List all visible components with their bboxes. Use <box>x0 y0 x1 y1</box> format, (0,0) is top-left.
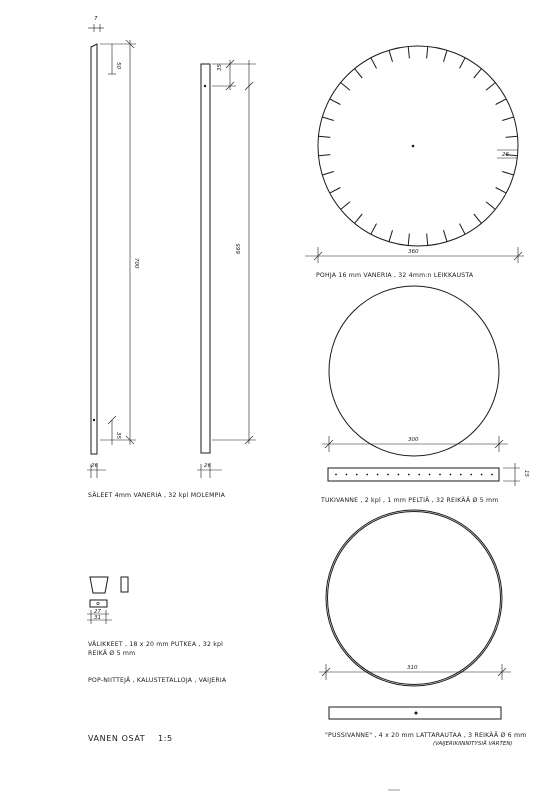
strip-hole <box>398 474 400 476</box>
base-disc-slot <box>486 202 495 210</box>
support-ring <box>320 286 529 504</box>
base-disc-slot-dim: 26 <box>502 152 509 158</box>
base-disc-slot <box>371 224 377 235</box>
strip-hole <box>481 474 483 476</box>
strip-hole <box>450 474 452 476</box>
base-disc-slot <box>502 172 514 176</box>
base-disc-slot <box>496 188 507 194</box>
base-disc-slot <box>506 136 518 137</box>
pressure-ring <box>319 510 526 747</box>
strip-hole <box>335 474 337 476</box>
pressure-ring-inner <box>328 512 501 685</box>
base-disc-center <box>412 145 415 148</box>
spacer-dim-b: 31 <box>94 615 101 621</box>
right-slat <box>197 60 256 478</box>
base-disc-slot <box>496 99 507 105</box>
base-disc-slot <box>427 234 428 246</box>
spacer-dim-a: 27 <box>94 609 101 615</box>
slats-caption: SÄLEET 4mm VANERIA , 32 kpl MOLEMPIA <box>88 492 226 499</box>
strip-hole <box>491 474 493 476</box>
strip-hole <box>429 474 431 476</box>
strip-hole <box>356 474 358 476</box>
strip-hole <box>408 474 410 476</box>
pressure-ring-note: (VAIJERIKIINNITYSIÄ VARTEN) <box>433 741 513 747</box>
strip-hole <box>460 474 462 476</box>
base-disc-slot <box>427 47 428 59</box>
right-slat-hole <box>204 85 206 87</box>
base-disc-slot <box>389 230 393 242</box>
spacer-tube-end <box>121 577 128 592</box>
drawing-title: VANEN OSAT <box>88 734 146 743</box>
spacers <box>87 577 227 684</box>
base-disc-slot <box>408 47 409 59</box>
support-ring-side-dim: 15 <box>523 470 529 477</box>
base-disc-slot <box>460 58 466 69</box>
spacers-caption-line1: VÄLIKKEET , 18 x 20 mm PUTKEA , 32 kpl <box>88 641 224 648</box>
base-disc-slot <box>322 172 334 176</box>
base-disc-slot <box>474 69 482 78</box>
left-slat-width: 26 <box>91 463 98 469</box>
base-disc-slot <box>341 202 350 210</box>
left-slat-hole <box>93 419 95 421</box>
left-slat-bottom-offset: 35 <box>115 432 121 439</box>
base-disc-slot <box>319 136 331 137</box>
base-disc-slot <box>355 214 363 223</box>
base-disc-slot <box>444 230 448 242</box>
base-disc-slot <box>444 50 448 62</box>
strip-hole <box>387 474 389 476</box>
base-disc-diameter: 360 <box>408 249 419 255</box>
base-disc-slot <box>502 117 514 121</box>
base-disc-slot <box>322 117 334 121</box>
base-disc-caption: POHJA 16 mm VANERIA , 32 4mm:n LEIKKAUSTA <box>316 272 474 279</box>
spacers-caption-line2: REIKÄ Ø 5 mm <box>88 650 136 657</box>
base-disc-slot <box>330 188 341 194</box>
left-slat-outline <box>91 44 97 454</box>
support-ring-diameter: 300 <box>408 437 419 443</box>
spacer-tube-side <box>90 577 108 593</box>
strip-hole <box>418 474 420 476</box>
base-disc-slot <box>408 234 409 246</box>
base-disc-slot <box>371 58 377 69</box>
left-slat-length: 700 <box>133 258 139 269</box>
base-disc-slot <box>355 69 363 78</box>
support-ring-outline <box>329 286 499 456</box>
right-slat-width: 26 <box>204 463 211 469</box>
right-slat-outline <box>201 64 210 453</box>
support-ring-strip-holes <box>335 474 493 476</box>
drawing-scale: 1:5 <box>158 734 173 743</box>
pressure-ring-caption: "PUSSIVANNE" , 4 x 20 mm LATTARAUTAA , 3 REIKÄÄ Ø 6 mm <box>325 732 527 739</box>
right-slat-length: 665 <box>236 243 242 254</box>
pressure-ring-diameter: 310 <box>407 665 418 671</box>
hardware-caption: POP-NIITTEJÄ , KALUSTETALLOJA , VAIJERIA <box>88 677 227 684</box>
base-disc-slot <box>389 50 393 62</box>
base-disc-slot <box>460 224 466 235</box>
base-disc-slots <box>319 47 518 246</box>
strip-hole <box>377 474 379 476</box>
left-slat-top-dim: 7 <box>94 16 98 22</box>
title-block <box>88 734 173 743</box>
strip-hole <box>346 474 348 476</box>
support-ring-strip <box>328 468 499 481</box>
strip-hole <box>439 474 441 476</box>
right-slat-top-offset: 35 <box>217 64 223 71</box>
spacer-tube-top <box>90 600 107 607</box>
base-disc <box>305 46 524 279</box>
base-disc-slot <box>330 99 341 105</box>
left-slat <box>87 16 139 478</box>
base-disc-slot <box>486 83 495 91</box>
strip-hole <box>366 474 368 476</box>
support-ring-caption: TUKIVANNE , 2 kpl , 1 mm PELTIÄ , 32 REIKÄÄ Ø 5 mm <box>321 497 499 504</box>
pressure-ring-outer <box>326 510 502 686</box>
left-slat-top-offset: 50 <box>115 62 121 69</box>
strip-hole <box>470 474 472 476</box>
base-disc-slot <box>319 155 331 156</box>
base-disc-slot <box>341 83 350 91</box>
base-disc-slot <box>474 214 482 223</box>
base-disc-outline <box>318 46 518 246</box>
